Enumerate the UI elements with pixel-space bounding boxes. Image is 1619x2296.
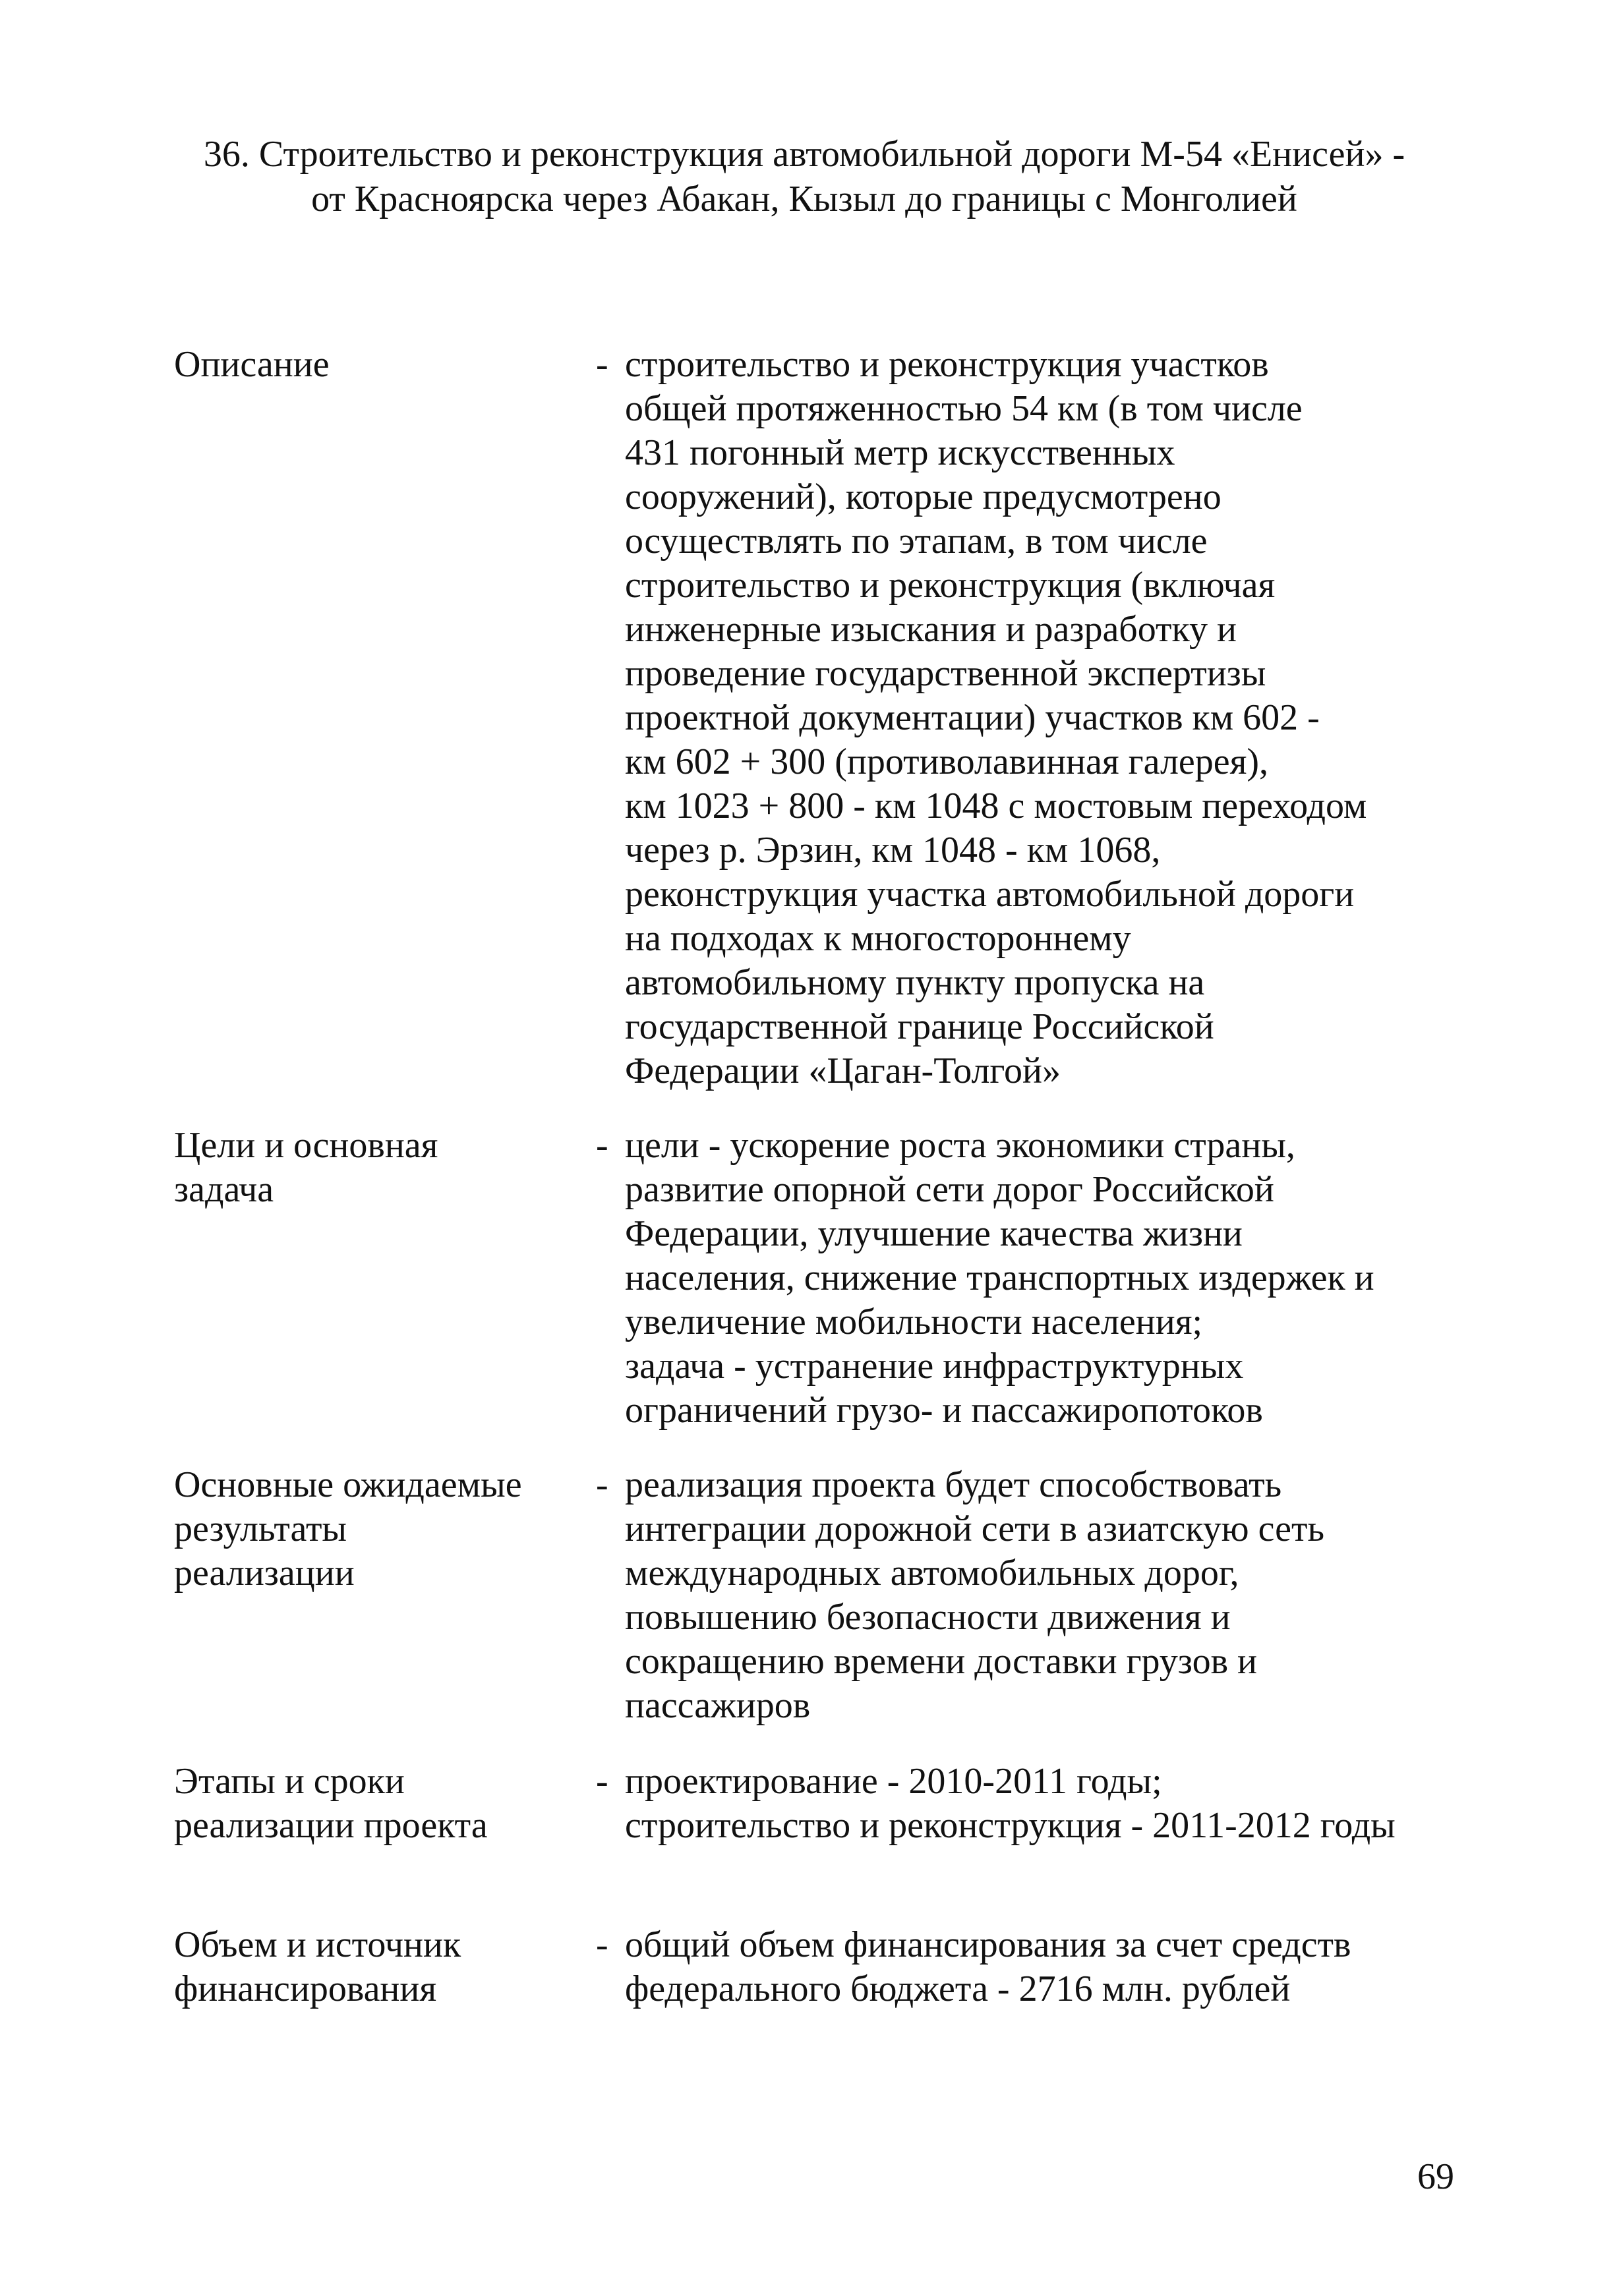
label-line: задача (174, 1169, 274, 1210)
content-line: общей протяженностью 54 км (в том числе (625, 388, 1303, 429)
content-line: Федерации «Цаган-Толгой» (625, 1050, 1061, 1091)
label-line: реализации (174, 1553, 355, 1593)
content-line: увеличение мобильности населения; (625, 1302, 1203, 1342)
content-line: развитие опорной сети дорог Российской (625, 1169, 1274, 1210)
label-line: Основные ожидаемые (174, 1464, 522, 1505)
label-line: Этапы и сроки (174, 1761, 405, 1802)
content-line: строительство и реконструкция (включая (625, 565, 1276, 606)
content-line: на подходах к многостороннему (625, 918, 1131, 959)
section-label (174, 1760, 583, 1848)
content-line: реконструкция участка автомобильной дороги (625, 874, 1355, 915)
section-content (625, 1760, 1502, 1848)
content-line: 431 погонный метр искусственных (625, 432, 1175, 473)
content-line: сооружений), которые предусмотрено (625, 476, 1222, 517)
page-number: 69 (1417, 2156, 1454, 2197)
content-line: интеграции дорожной сети в азиатскую сеть (625, 1508, 1325, 1549)
content-line: км 1023 + 800 - км 1048 с мостовым переходом (625, 786, 1367, 826)
section-content (625, 1463, 1502, 1728)
content-line: сокращению времени доставки грузов и (625, 1641, 1257, 1682)
section-content (625, 343, 1502, 1093)
section-dash: - (596, 344, 608, 385)
content-line: ограничений грузо- и пассажиропотоков (625, 1390, 1263, 1431)
section-dash: - (596, 1125, 608, 1166)
content-line: строительство и реконструкция - 2011-2012 годы (625, 1805, 1396, 1846)
label-line: Описание (174, 344, 330, 385)
content-line: проведение государственной экспертизы (625, 653, 1266, 694)
content-line: автомобильному пункту пропуска на (625, 962, 1205, 1003)
content-line: км 602 + 300 (противолавинная галерея), (625, 741, 1269, 782)
section-dash: - (596, 1761, 608, 1802)
label-line: результаты (174, 1508, 347, 1549)
content-line: международных автомобильных дорог, (625, 1553, 1239, 1593)
content-line: проектирование - 2010-2011 годы; (625, 1761, 1162, 1802)
label-line: реализации проекта (174, 1805, 488, 1846)
label-line: Объем и источник (174, 1924, 461, 1965)
content-line: повышению безопасности движения и (625, 1597, 1231, 1638)
section-content (625, 1124, 1502, 1433)
content-line: проектной документации) участков км 602 - (625, 697, 1320, 738)
section-label (174, 343, 583, 387)
section-label (174, 1463, 583, 1595)
content-line: реализация проекта будет способствовать (625, 1464, 1282, 1505)
content-line: федерального бюджета - 2716 млн. рублей (625, 1968, 1291, 2009)
content-line: государственной границе Российской (625, 1006, 1214, 1047)
section-content (625, 1923, 1502, 2011)
content-line: цели - ускорение роста экономики страны, (625, 1125, 1295, 1166)
title-line: от Красноярска через Абакан, Кызыл до границы с Монголией (311, 179, 1297, 219)
title-line: 36. Строительство и реконструкция автомобильной дороги М-54 «Енисей» - (203, 134, 1405, 175)
document-title (132, 132, 1477, 221)
label-line: финансирования (174, 1968, 437, 2009)
label-line: Цели и основная (174, 1125, 438, 1166)
section-label (174, 1124, 583, 1212)
content-line: Федерации, улучшение качества жизни (625, 1213, 1243, 1254)
content-line: строительство и реконструкция участков (625, 344, 1269, 385)
section-dash: - (596, 1464, 608, 1505)
content-line: общий объем финансирования за счет средств (625, 1924, 1351, 1965)
section-label (174, 1923, 583, 2011)
content-line: населения, снижение транспортных издержек и (625, 1257, 1374, 1298)
content-line: инженерные изыскания и разработку и (625, 609, 1237, 650)
content-line: задача - устранение инфраструктурных (625, 1346, 1244, 1387)
section-dash: - (596, 1924, 608, 1965)
content-line: осуществлять по этапам, в том числе (625, 521, 1208, 561)
content-line: через р. Эрзин, км 1048 - км 1068, (625, 830, 1161, 871)
content-line: пассажиров (625, 1685, 811, 1726)
